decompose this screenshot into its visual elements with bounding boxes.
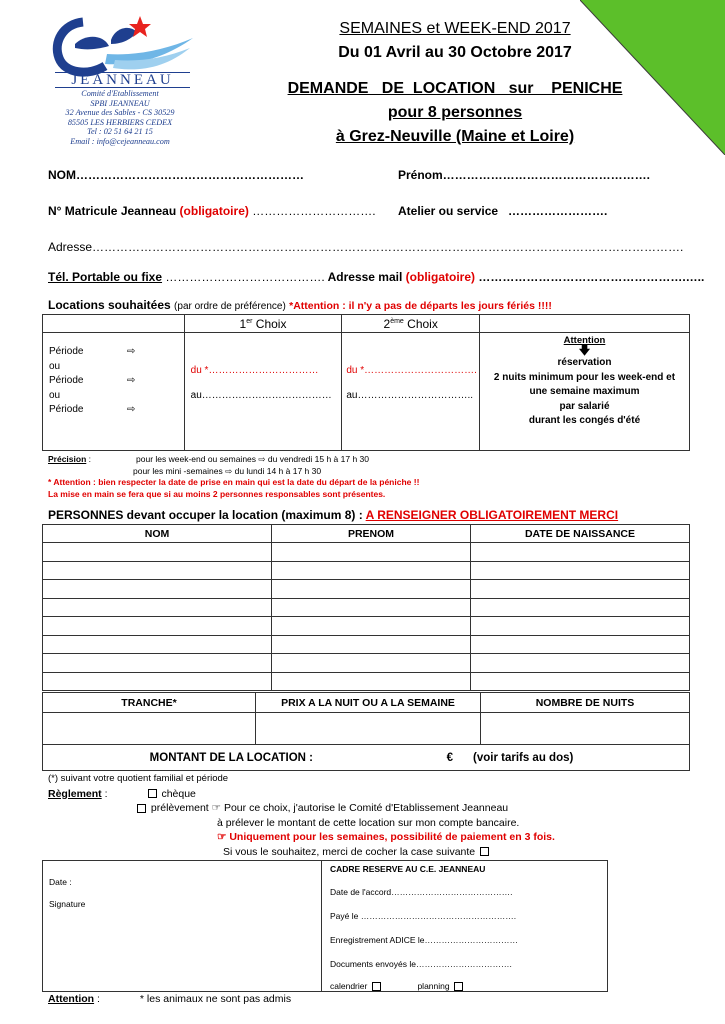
logo-address-line: Tel : 02 51 64 21 15 [87,127,153,136]
signature-label: Signature [49,899,86,909]
table-cell[interactable] [471,672,690,691]
choix2-header: 2ème Choix [342,315,480,333]
table-cell[interactable] [471,580,690,599]
choix1-cell[interactable] [184,333,342,451]
mail-dots: …………………………………………….….. [478,270,705,284]
adice-field[interactable]: Enregistrement ADICE le…………………………… [330,935,518,945]
col-nuits: NOMBRE DE NUITS [481,693,690,713]
table-cell[interactable] [43,561,272,580]
logo-address-line: 85505 LES HERBIERS CEDEX [67,117,173,127]
attention-cell [480,333,690,451]
cadre-reserve: CADRE RESERVE AU C.E. JEANNEAU Date de l'accord……………………………………. Payé le ………………………………………………. Enregistrement ADICE le…………………………… Documents envoyés le……………………………. calendrier planning [321,861,608,991]
table-cell[interactable] [43,598,272,617]
col-prenom: PRENOM [272,525,471,543]
table-row [43,635,690,654]
mail-label: Adresse mail [327,270,403,284]
adresse-field[interactable]: Adresse…………………………………………………………………………………………………………………………………. [48,240,684,254]
attention-line: réservation [557,357,612,368]
table-row [43,617,690,636]
matricule-required: (obligatoire) [179,204,249,218]
header-line5: à Grez-Neuville (Maine et Loire) [335,128,575,145]
attention-line: 2 nuits minimum pour les week-end et [493,371,676,383]
arrow-down-icon: 🡇 [578,345,591,357]
prix-cell[interactable] [256,713,481,745]
periode-cell [43,333,185,451]
periode-row: Période ⇨ [49,375,136,387]
paye-field[interactable]: Payé le ………………………………………………. [330,911,517,921]
logo-address-line: 32 Avenue des Sables - CS 30529 [65,108,175,117]
table-cell[interactable] [43,672,272,691]
attention-title: Attention [563,335,606,346]
periode-row: Période ⇨ [49,346,136,357]
arrow-right-icon: ⇨ [127,375,136,387]
matricule-label: N° Matricule Jeanneau [48,204,177,218]
header-line4: pour 8 personnes [387,104,523,121]
logo-address-line: Email : info@cejeanneau.com [70,136,170,146]
table-cell[interactable] [272,654,471,673]
choix2-cell[interactable] [342,333,480,451]
periode-row: ou [49,360,61,372]
personnes-title: PERSONNES devant occuper la location (maximum 8) : A RENSEIGNER OBLIGATOIREMENT MERCI [48,508,619,522]
table-cell[interactable] [43,654,272,673]
table-cell[interactable] [471,617,690,636]
attention-footer: Attention : * les animaux ne sont pas admis [48,993,292,1005]
nuits-cell[interactable] [481,713,690,745]
table-cell[interactable] [471,543,690,562]
paiement-3fois-checkbox[interactable] [480,847,489,856]
logo-address [45,89,195,146]
calendrier-checkbox[interactable] [372,982,381,991]
table-cell[interactable] [272,580,471,599]
header-line2: Du 01 Avril au 30 Octobre 2017 [338,44,572,61]
table-cell[interactable] [272,672,471,691]
logo [45,14,195,149]
docs-field[interactable]: Documents envoyés le……………………………. [330,959,512,969]
choix2-du[interactable]: du *……………………………. [346,365,477,376]
table-cell[interactable] [471,598,690,617]
table-cell[interactable] [272,635,471,654]
logo-brand: JEANNEAU [55,72,190,88]
prelevement-checkbox[interactable] [137,804,146,813]
tel-label: Tél. Portable ou fixe [48,270,163,284]
attention-line: durant les congés d'été [528,415,641,427]
prenom-field[interactable]: Prénom……………………………………………. [398,168,651,182]
choix1-au[interactable]: au………………………………… [190,390,332,401]
logo-address-line: Comité d'Etablissement [81,89,159,98]
table-row [43,654,690,673]
table-cell[interactable] [471,654,690,673]
montant-row[interactable]: MONTANT DE LA LOCATION : € (voir tarifs au dos) [43,745,690,771]
header-line3: DEMANDE DE LOCATION sur PENICHE [287,80,623,97]
mail-required: (obligatoire) [405,270,475,284]
cheque-checkbox[interactable] [148,789,157,798]
tel-dots: …………………………………. [165,270,325,284]
header-line1: SEMAINES et WEEK-END 2017 [339,20,571,37]
col-nom: NOM [43,525,272,543]
table-cell[interactable] [272,617,471,636]
arrow-right-icon: ⇨ [127,404,136,416]
attention-line: une semaine maximum [529,386,640,398]
table-cell[interactable] [272,598,471,617]
accord-field[interactable]: Date de l'accord……………………………………. [330,887,513,897]
tranche-table [42,692,690,771]
tranche-cell[interactable] [43,713,256,745]
precision: Précision : pour les week-end ou semaines ⇨ du vendredi 15 h à 17 h 30 pour les mini -semaines ⇨ du lundi 14 h à 17 h 30 * Attention : bien respecter la date de prise en main qui est la date du départ de la péniche !! La mise en main se fera que si au moins 2 personnes responsables sont présentes. [48,454,420,499]
date-label: Date : [49,877,72,887]
table-cell[interactable] [43,617,272,636]
table-cell[interactable] [272,543,471,562]
table-row [43,543,690,562]
choix1-header: 1er Choix [184,315,342,333]
col-prix: PRIX A LA NUIT OU A LA SEMAINE [256,693,481,713]
table-row [43,672,690,691]
table-row [43,561,690,580]
table-cell[interactable] [471,561,690,580]
logo-address-line: SPBI JEANNEAU [90,98,150,108]
matricule-field[interactable] [48,204,376,218]
atelier-field[interactable]: Atelier ou service ……………………. [398,204,608,218]
choix1-du[interactable]: du *…………………………… [190,365,319,376]
nom-field[interactable]: NOM………………………………………………… [48,168,304,182]
table-row [43,598,690,617]
choix2-au[interactable]: au…………………………….. [346,390,474,401]
matricule-dots: …………………………. [252,204,376,218]
personnes-table [42,524,690,691]
pointing-hand-icon: ☞ [211,802,222,814]
table-cell[interactable] [43,635,272,654]
table-cell[interactable] [272,561,471,580]
col-tranche: TRANCHE* [43,693,256,713]
locations-title: Locations souhaitées (par ordre de préférence) *Attention : il n'y a pas de départs les jours fériés !!!! [48,298,552,312]
col-date: DATE DE NAISSANCE [471,525,690,543]
arrow-right-icon: ⇨ [127,346,136,357]
planning-checkbox[interactable] [454,982,463,991]
table-cell[interactable] [471,635,690,654]
table-cell[interactable] [43,543,272,562]
signature-box [42,860,608,992]
periode-row: ou [49,389,61,401]
attention-line: par salarié [559,400,610,412]
reglement-section: (*) suivant votre quotient familial et période Règlement : chèque prélèvement ☞ Pour ce choix, j'autorise le Comité d'Etablissement Jeanneau à prélever le montant de cette location sur mon compte bancaire. ☞ Uniquement pour les semaines, possibilité de paiement en 3 fois. Si vous le souhaitez, merci de cocher la case suivante [48,773,555,858]
periode-row: Période ⇨ [49,404,136,416]
tel-mail-field[interactable] [48,270,704,284]
table-row [43,580,690,599]
table-cell[interactable] [43,580,272,599]
pointing-hand-icon-red: ☞ [217,831,227,843]
locations-table [42,314,690,451]
